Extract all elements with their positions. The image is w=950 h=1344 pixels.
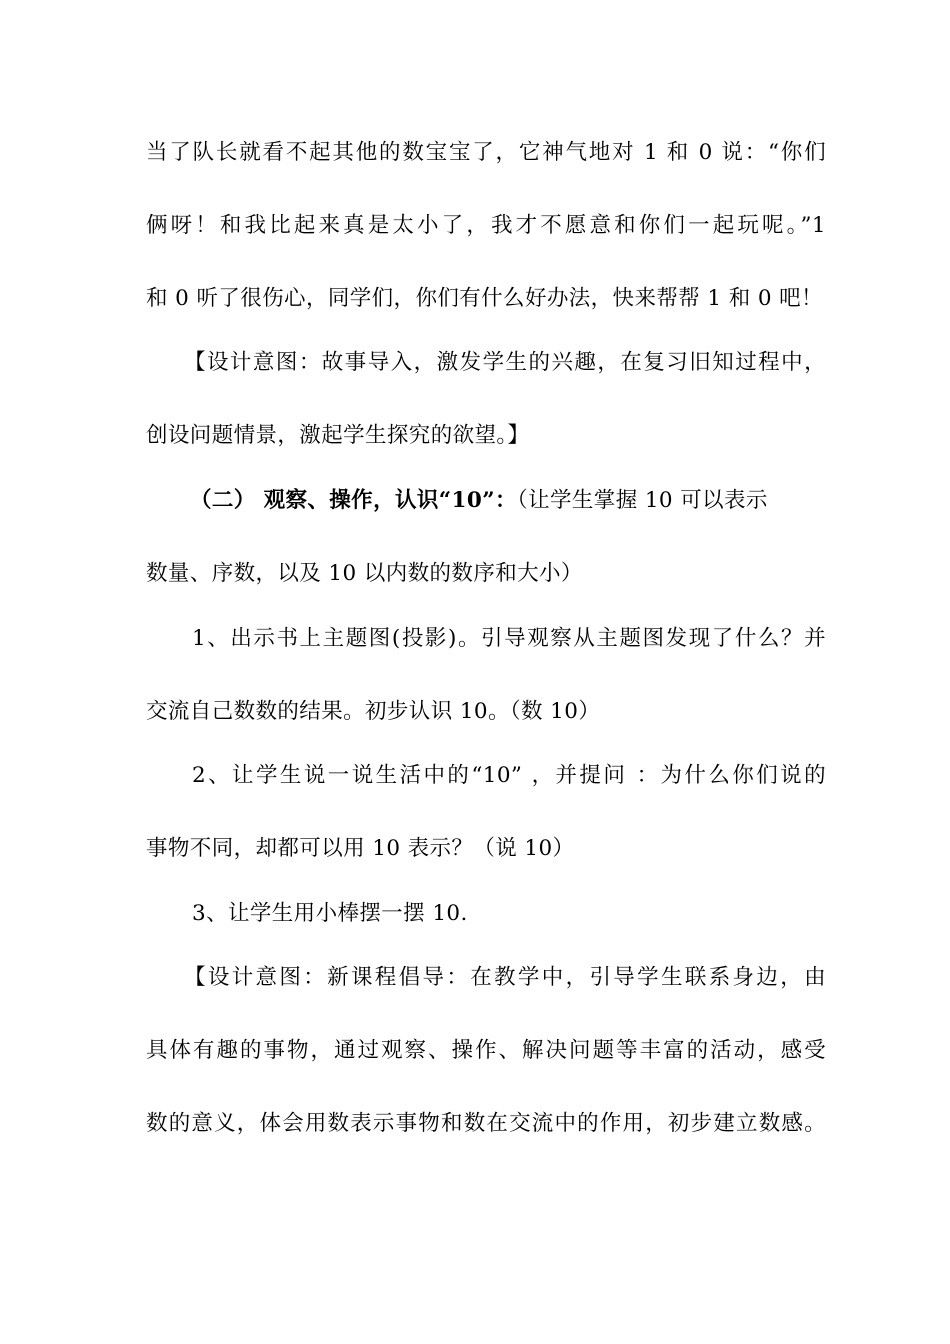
paragraph-line: 当了队长就看不起其他的数宝宝了，它神气地对 1 和 0 说：“你们: [146, 140, 826, 165]
paragraph-line: 俩呀！和我比起来真是太小了，我才不愿意和你们一起玩呢。”1: [146, 213, 826, 238]
design-intent-line: 数的意义，体会用数表示事物和数在交流中的作用，初步建立数感。: [146, 1111, 826, 1136]
section-heading-title: （二） 观察、操作，认识“10”：: [190, 488, 517, 513]
list-item-line: 3、让学生用小棒摆一摆 10.: [192, 901, 468, 926]
list-item-line: 事物不同，却都可以用 10 表示？（说 10）: [146, 836, 575, 861]
design-intent-line: 【设计意图：故事导入，激发学生的兴趣，在复习旧知过程中，: [184, 350, 826, 375]
design-intent-line: 具体有趣的事物，通过观察、操作、解决问题等丰富的活动，感受: [146, 1038, 826, 1063]
paragraph-line: 和 0 听了很伤心，同学们，你们有什么好办法，快来帮帮 1 和 0 吧！: [146, 286, 823, 311]
list-item-line: 1、出示书上主题图(投影)。引导观察从主题图发现了什么？并: [192, 626, 826, 651]
list-item-line: 交流自己数数的结果。初步认识 10。（数 10）: [146, 699, 601, 724]
design-intent-line: 【设计意图：新课程倡导：在教学中，引导学生联系身边，由: [184, 965, 826, 990]
list-item-line: 2、让学生说一说生活中的“10” ，并提问 ：为什么你们说的: [192, 763, 826, 788]
section-heading: [190, 486, 826, 516]
section-heading-note: （让学生掌握 10 可以表示: [516, 488, 768, 513]
paragraph-line: 数量、序数，以及 10 以内数的数序和大小）: [146, 561, 583, 586]
design-intent-line: 创设问题情景，激起学生探究的欲望。】: [146, 423, 530, 448]
